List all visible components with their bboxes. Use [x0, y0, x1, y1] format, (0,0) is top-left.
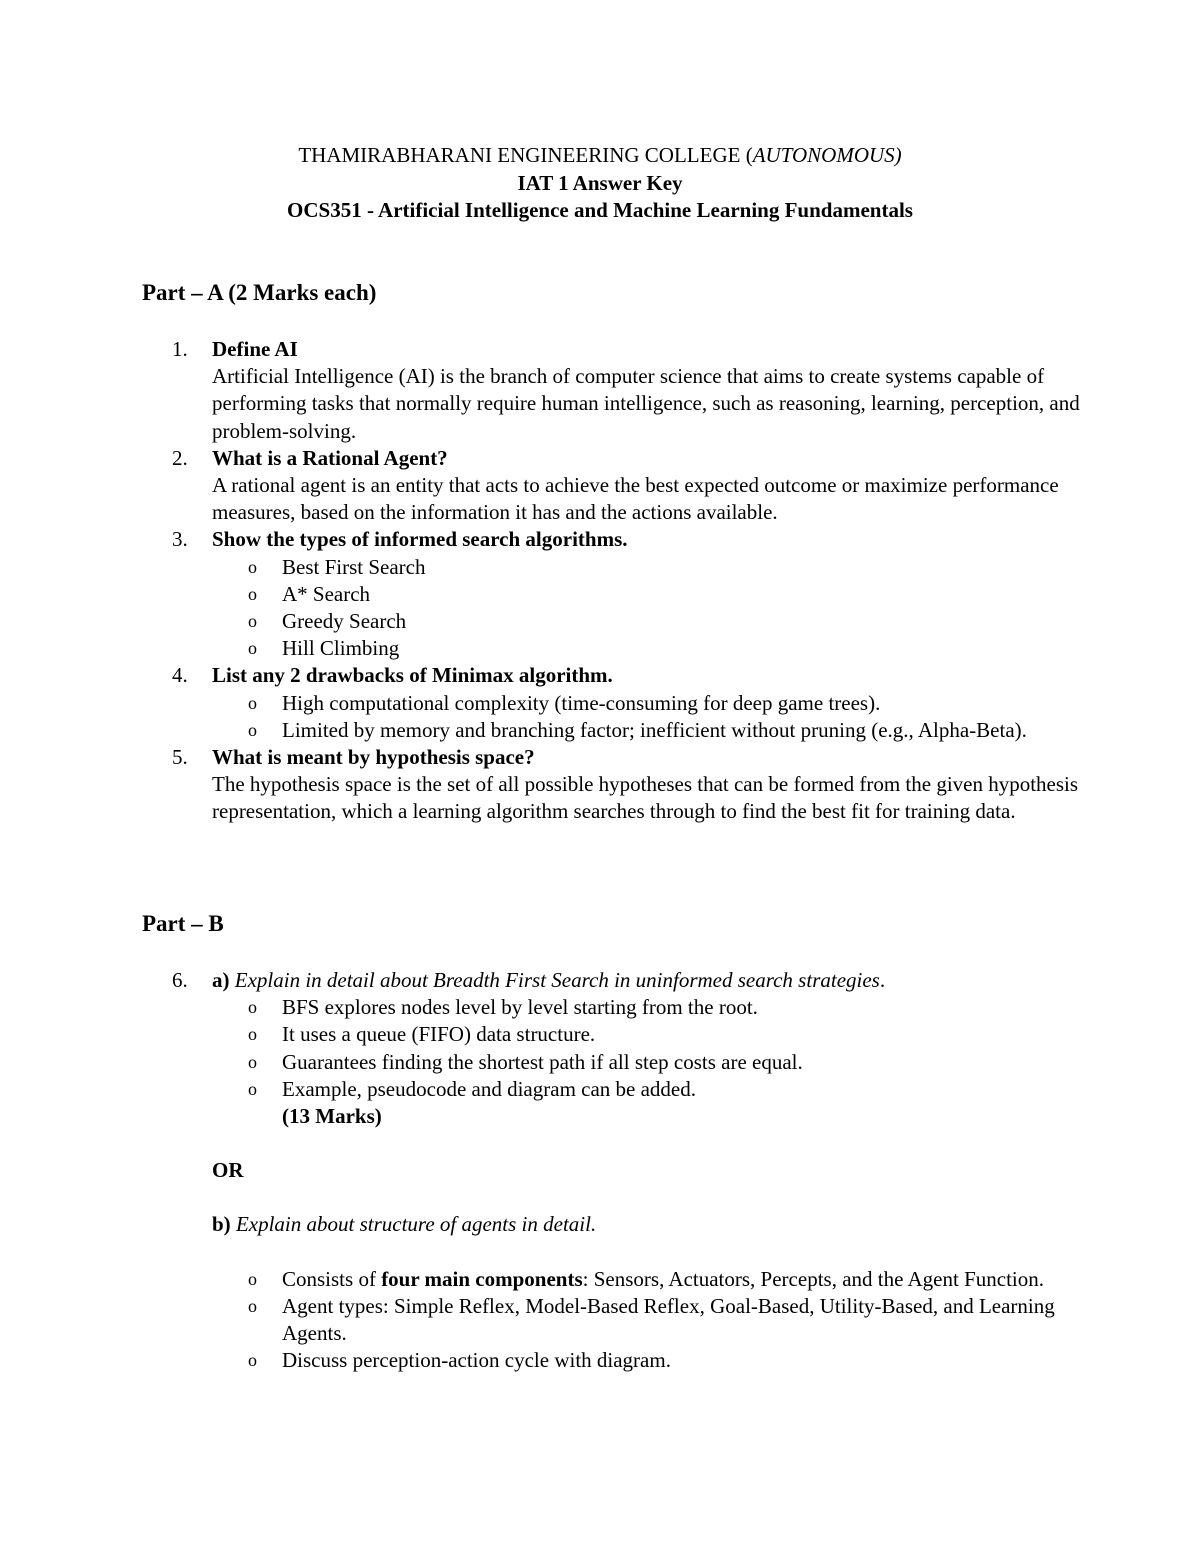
list-item: o Hill Climbing — [212, 635, 1082, 662]
question-6a: 6. a) Explain in detail about Breadth First Search in uninformed search strategies. — [172, 968, 886, 992]
question-1: 1. Define AI Artificial Intelligence (AI) is the branch of computer science that aims to create systems capable of performing tasks that normally require human intelligence, such as reasoning, learning, perception, and problem-solving. — [142, 336, 1082, 445]
bullet-icon: o — [248, 556, 257, 577]
question-6b-text: Explain about structure of agents in detail. — [235, 1212, 597, 1237]
exam-title: IAT 1 Answer Key — [517, 170, 683, 195]
question-2-text: What is a Rational Agent? — [212, 445, 448, 470]
question-2: 2. What is a Rational Agent? A rational agent is an entity that acts to achieve the best expected outcome or maximize performance measures, based on the information it has and the actions available. — [142, 445, 1082, 527]
list-item: o BFS explores nodes level by level starting from the root. — [212, 994, 1082, 1021]
question-6a-text: Explain in detail about Breadth First Search in uninformed search strategies — [234, 968, 880, 992]
bullet-icon: o — [248, 1295, 257, 1316]
answer-1-text: Artificial Intelligence (AI) is the branch of computer science that aims to create systems capable of performing tasks that normally require human intelligence, such as reasoning, learning, perception, and problem-solving. — [212, 364, 1080, 443]
list-item: o Limited by memory and branching factor; inefficient without pruning (e.g., Alpha-Beta). — [212, 717, 1082, 744]
bullet-icon: o — [248, 583, 257, 604]
list-item: o Greedy Search — [212, 608, 1082, 635]
list-item: o Guarantees finding the shortest path if all step costs are equal. — [212, 1049, 1082, 1076]
question-3-text: Show the types of informed search algorithms. — [212, 527, 628, 552]
list-item: o Agent types: Simple Reflex, Model-Based Reflex, Goal-Based, Utility-Based, and Learning Agents. — [248, 1293, 1055, 1346]
bullet-icon: o — [248, 1268, 257, 1289]
bullet-icon: o — [248, 1078, 257, 1099]
question-4-text: List any 2 drawbacks of Minimax algorithm. — [212, 663, 613, 688]
bullet-icon: o — [248, 638, 257, 659]
question-6a-list — [142, 994, 1082, 1130]
question-6b-list — [142, 1266, 1082, 1375]
course-title: OCS351 - Artificial Intelligence and Machine Learning Fundamentals — [287, 198, 913, 222]
bullet-icon: o — [248, 719, 257, 740]
part-a-heading: Part – A (2 Marks each) — [142, 280, 377, 305]
college-name: THAMIRABHARANI ENGINEERING COLLEGE (AUTONOMOUS) — [298, 143, 902, 167]
answer-5-text: The hypothesis space is the set of all possible hypotheses that can be formed from the given hypothesis representation, which a learning algorithm searches through to find the best fit for training data. — [212, 772, 1079, 824]
question-3: 3. Show the types of informed search algorithms. — [172, 527, 628, 552]
bullet-icon: o — [248, 611, 257, 632]
part-a-questions — [142, 336, 1082, 826]
list-item: o Example, pseudocode and diagram can be added. — [212, 1076, 1082, 1103]
bullet-icon: o — [248, 692, 257, 713]
document-header — [0, 142, 1200, 225]
or-separator: OR — [212, 1158, 244, 1183]
list-item: o Consists of four main components: Sensors, Actuators, Percepts, and the Agent Function. — [212, 1266, 1082, 1293]
question-1-text: Define AI — [212, 337, 298, 361]
question-4: 4. List any 2 drawbacks of Minimax algorithm. — [172, 663, 613, 688]
answer-2-text: A rational agent is an entity that acts to achieve the best expected outcome or maximize performance measures, based on the information it has and the actions available. — [212, 473, 1059, 525]
question-5-text: What is meant by hypothesis space? — [212, 745, 535, 770]
question-5: 5. What is meant by hypothesis space? The hypothesis space is the set of all possible hypotheses that can be formed from the given hypothesis representation, which a learning algorithm searches through to find the best fit for training data. — [142, 744, 1082, 826]
bullet-icon: o — [248, 997, 257, 1018]
list-item: o Discuss perception-action cycle with diagram. — [212, 1347, 1082, 1374]
list-item: o High computational complexity (time-consuming for deep game trees). — [212, 690, 1082, 717]
question-4-list — [142, 690, 1082, 744]
question-3-list — [142, 554, 1082, 663]
marks-label: (13 Marks) — [282, 1104, 382, 1129]
part-b-heading: Part – B — [142, 911, 224, 936]
list-item: o Best First Search — [212, 554, 1082, 581]
list-item: o A* Search — [212, 581, 1082, 608]
bullet-icon: o — [248, 1024, 257, 1045]
question-6b: b) Explain about structure of agents in detail. — [212, 1212, 597, 1237]
bullet-icon: o — [248, 1051, 257, 1072]
bullet-icon: o — [248, 1350, 257, 1371]
list-item: o It uses a queue (FIFO) data structure. — [212, 1021, 1082, 1048]
part-b-questions — [142, 967, 1082, 1374]
